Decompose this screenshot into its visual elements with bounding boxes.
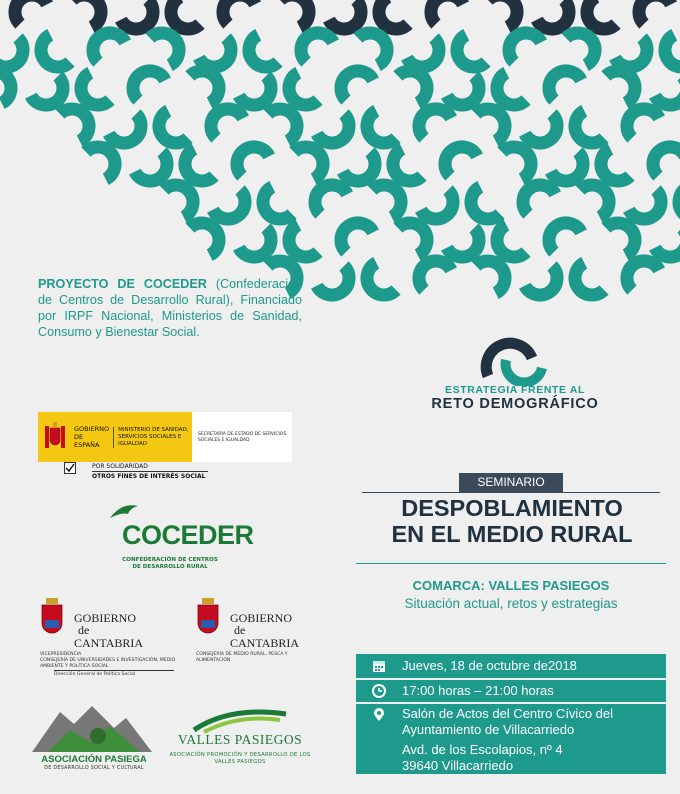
decorative-arc	[484, 0, 524, 28]
title-line2: EN EL MEDIO RURAL	[391, 521, 633, 547]
event-info-box	[356, 654, 666, 774]
bird-icon	[108, 500, 148, 522]
decorative-arc	[108, 110, 148, 150]
title-divider	[356, 563, 666, 564]
decorative-arc	[294, 26, 334, 66]
comarca-label: COMARCA: VALLES PASIEGOS	[412, 578, 610, 593]
cantabria1-cantabria: CANTABRIA	[74, 636, 144, 650]
decorative-arc	[542, 216, 582, 256]
decorative-arc	[438, 140, 478, 180]
coceder-logo	[106, 500, 254, 576]
project-text: (Confederación de Centros de Desarrollo Rural), Financiado por IRPF Nacional, Ministerios de Sanidad, Consumo y Bienestar Social.	[38, 277, 303, 339]
brand-logo	[420, 336, 610, 426]
decorative-arc	[412, 102, 452, 142]
cantabria1-gobierno: GOBIERNO	[74, 611, 136, 625]
decorative-arc	[524, 110, 564, 150]
decorative-arc	[450, 34, 490, 74]
seminar-divider	[362, 492, 660, 493]
decorative-arc	[68, 0, 108, 28]
event-time: 17:00 horas – 21:00 horas	[402, 683, 554, 698]
checkmark-icon	[64, 462, 76, 474]
asociacion-name: ASOCIACIÓN PASIEGA	[41, 754, 147, 765]
seminar-title	[360, 495, 664, 547]
decorative-arc	[230, 140, 270, 180]
decorative-arc	[212, 186, 252, 226]
decorative-arc	[86, 26, 126, 66]
decorative-arc	[568, 262, 608, 302]
decorative-arc	[542, 64, 582, 104]
cantabria2-dept: CONSEJERÍA DE MEDIO RURAL, PESCA Y ALIMENTACIÓN	[196, 652, 288, 663]
brand-line1: ESTRATEGIA FRENTE AL	[445, 384, 585, 396]
decorative-arc	[276, 0, 316, 28]
seminar-subtitle: Situación actual, retos y estrategias	[404, 596, 618, 611]
decorative-arc	[242, 34, 282, 74]
decorative-arc	[620, 254, 660, 294]
mountains-icon	[30, 702, 154, 752]
gobierno-cantabria-logo-1	[40, 598, 200, 678]
title-line1: DESPOBLAMIENTO	[401, 495, 623, 521]
decorative-arc	[308, 178, 348, 218]
decorative-arc	[524, 262, 564, 302]
place-line1: Salón de Actos del Centro Cívico del	[402, 706, 614, 721]
cantabria-crest-icon	[40, 598, 64, 636]
decorative-arc	[360, 110, 400, 150]
decorative-arc	[204, 102, 244, 142]
decorative-arc	[412, 254, 452, 294]
decorative-arc	[316, 262, 356, 302]
hills-icon	[190, 704, 290, 734]
decorative-arc	[654, 224, 680, 264]
calendar-icon	[372, 659, 386, 673]
project-description	[38, 276, 302, 340]
decorative-arc	[334, 64, 374, 104]
decorative-arc	[360, 262, 400, 302]
gobierno-name: GOBIERNO DE ESPAÑA	[74, 425, 110, 449]
decorative-arc	[632, 0, 672, 28]
decorative-arc	[654, 72, 680, 112]
cantabria1-dept: VICEPRESIDENCIA CONSEJERÍA DE UNIVERSIDADES E INVESTIGACIÓN, MEDIO AMBIENTE Y POLÍTICA SOCIAL	[40, 652, 176, 669]
time-row	[356, 680, 666, 702]
decorative-arc	[646, 140, 680, 180]
solidaridad-line2: OTROS FINES DE INTERÉS SOCIAL	[92, 471, 208, 480]
decorative-arc	[316, 110, 356, 150]
cantabria2-cantabria: CANTABRIA	[230, 636, 300, 650]
place-row	[356, 704, 666, 774]
decorative-arc	[152, 110, 192, 150]
ministerio-name: MINISTERIO DE SANIDAD, SERVICIOS SOCIALES E IGUALDAD	[113, 427, 192, 448]
decorative-arc	[568, 110, 608, 150]
decorative-arc	[620, 102, 660, 142]
clock-icon	[372, 684, 386, 698]
cantabria2-de: de	[234, 623, 246, 637]
cantabria2-gobierno: GOBIERNO	[230, 611, 292, 625]
location-pin-icon	[372, 708, 386, 722]
event-date: Jueves, 18 de octubre de2018	[402, 658, 577, 673]
valles-name: VALLES PASIEGOS	[177, 732, 303, 747]
date-row	[356, 654, 666, 678]
decorative-arc	[658, 34, 680, 74]
decorative-arc	[256, 186, 296, 226]
decorative-arc	[516, 178, 556, 218]
cantabria1-dg: Dirección General de Política Social	[54, 670, 174, 678]
coceder-sub: CONFEDERACIÓN DE CENTROS DE DESARROLLO RURAL	[122, 557, 218, 570]
asociacion-pasiega-logo	[30, 702, 154, 772]
decorative-arc	[334, 216, 374, 256]
solidaridad-logo	[64, 462, 210, 480]
gobierno-espana-logo	[38, 412, 292, 462]
address-line2: 39640 Villacarriedo	[402, 758, 514, 773]
decorative-arc-pattern	[0, 0, 680, 320]
decorative-arc	[8, 0, 48, 28]
solidaridad-line1: POR SOLIDARIDAD	[92, 463, 148, 470]
cantabria1-de: de	[78, 623, 90, 637]
brand-line2: RETO DEMOGRÁFICO	[431, 396, 599, 412]
decorative-arc	[502, 26, 542, 66]
decorative-arc	[628, 186, 668, 226]
address-line1: Avd. de los Escolapios, nº 4	[402, 742, 563, 757]
coceder-name: COCEDER	[122, 520, 254, 550]
asociacion-sub: DE DESARROLLO SOCIAL Y CULTURAL	[44, 766, 144, 771]
decorative-arc	[216, 0, 256, 28]
seminar-badge: SEMINARIO	[459, 473, 563, 492]
brand-symbol-icon	[470, 336, 560, 386]
decorative-arc	[34, 34, 74, 74]
valles-pasiegos-logo	[168, 702, 312, 772]
decorative-arc	[464, 186, 504, 226]
project-lead: PROYECTO DE COCEDER	[38, 277, 207, 291]
decorative-arc	[424, 0, 464, 28]
gobierno-cantabria-logo-2	[196, 598, 316, 678]
decorative-arc	[420, 186, 460, 226]
valles-sub: ASOCIACIÓN PROMOCIÓN Y DESARROLLO DE LOS VALLES PASIEGOS	[169, 752, 311, 765]
spain-coat-of-arms-icon	[44, 422, 66, 452]
cantabria-crest-icon	[196, 598, 220, 636]
secretaria-name: SECRETARÍA DE ESTADO DE SERVICIOS SOCIALES E IGUALDAD	[198, 432, 287, 443]
decorative-arc	[672, 186, 680, 226]
decorative-arc	[126, 64, 166, 104]
place-line2: Ayuntamiento de Villacarriedo	[402, 722, 575, 737]
